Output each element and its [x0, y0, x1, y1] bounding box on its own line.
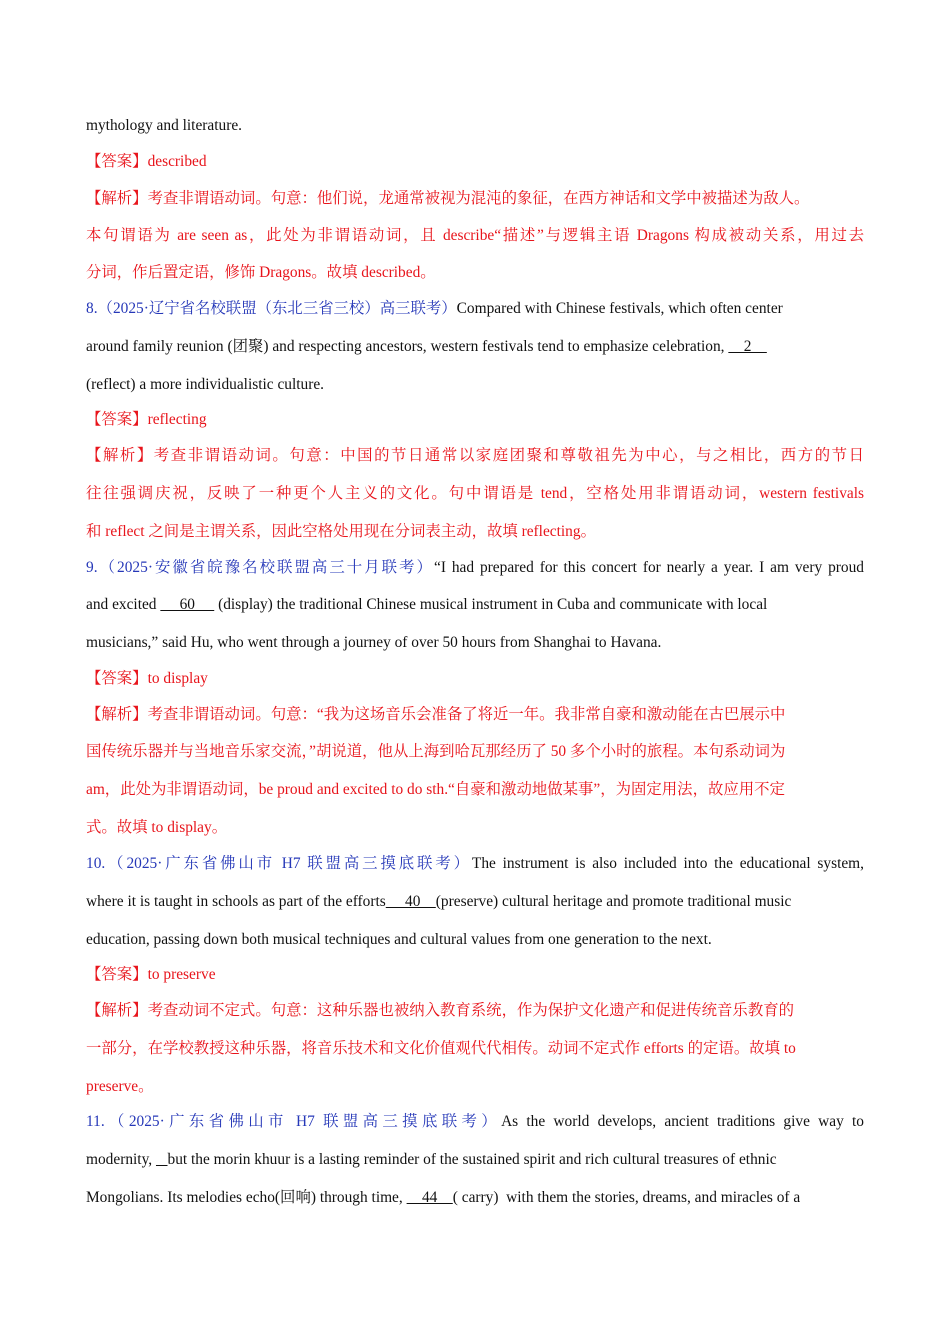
- q8-analysis-line-1: 【解析】考查非谓语动词。句意：中国的节日通常以家庭团聚和尊敬祖先为中心，与之相比，西方的节日: [86, 447, 864, 464]
- q8-question-line-2: around family reunion (团聚) and respecting ancestors, western festivals tend to emphasize celebration, 2: [86, 338, 767, 355]
- answer-label: 【答案】: [86, 153, 148, 170]
- q9-question-line-3: musicians,” said Hu, who went through a journey of over 50 hours from Shanghai to Havana.: [86, 634, 662, 651]
- analysis-label: 【解析】: [86, 447, 154, 464]
- question-number: 9.: [86, 559, 98, 576]
- q7-answer: [86, 143, 864, 181]
- q7-sentence-tail: mythology and literature.: [86, 117, 243, 134]
- q7-analysis-line-2: 本句谓语为 are seen as，此处为非谓语动词，且 describe“描述”与逻辑主语 Dragons 构成被动关系，用过去: [86, 227, 864, 244]
- analysis-label: 【解析】: [86, 1002, 148, 1019]
- answer-label: 【答案】: [86, 966, 148, 983]
- answer-blank: 44: [406, 1189, 453, 1206]
- question-number: 8.: [86, 300, 98, 317]
- answer-blank: 2: [728, 338, 767, 355]
- question-source: （2025·广东省佛山市 H7 联盟高三摸底联考）: [104, 1113, 502, 1130]
- q9-analysis-line-3: am，此处为非谓语动词，be proud and excited to do sth.“自豪和激动地做某事”，为固定用法，故应用不定: [86, 781, 785, 798]
- q9-question-line-2: and excited 60 (display) the traditional Chinese musical instrument in Cuba and communicate with local: [86, 596, 768, 613]
- q7-analysis-line-1: 【解析】考查非谓语动词。句意：他们说，龙通常被视为混沌的象征，在西方神话和文学中被描述为敌人。: [86, 190, 810, 207]
- q11-question-line-1: 11.（2025·广东省佛山市 H7 联盟高三摸底联考）As the world develops, ancient traditions give way to: [86, 1113, 864, 1130]
- question-source: （2025·辽宁省名校联盟（东北三省三校）高三联考）: [97, 300, 457, 317]
- q9-analysis-line-4: 式。故填 to display。: [86, 819, 228, 836]
- q10-answer: [86, 956, 864, 994]
- q10-question-line-2: where it is taught in schools as part of the efforts 40 (preserve) cultural heritage and promote traditional music: [86, 893, 792, 910]
- question-number: 11.: [86, 1113, 105, 1130]
- answer-text: to preserve: [147, 966, 216, 983]
- question-number: 10.: [86, 855, 106, 872]
- analysis-label: 【解析】: [86, 706, 148, 723]
- analysis-label: 【解析】: [86, 190, 148, 207]
- q9-analysis-line-1: 【解析】考查非谓语动词。句意：“我为这场音乐会准备了将近一年。我非常自豪和激动能在古巴展示中: [86, 706, 786, 723]
- q10-analysis-line-1: 【解析】考查动词不定式。句意：这种乐器也被纳入教育系统，作为保护文化遗产和促进传统音乐教育的: [86, 1002, 794, 1019]
- q10-analysis-line-3: preserve。: [86, 1078, 154, 1095]
- q10-question-line-1: 10.（2025·广东省佛山市 H7 联盟高三摸底联考）The instrument is also included into the educational system,: [86, 855, 864, 872]
- answer-blank: 40: [385, 893, 436, 910]
- question-source: （2025·广东省佛山市 H7 联盟高三摸底联考）: [105, 855, 472, 872]
- answer-blank: 60: [160, 596, 215, 613]
- q10-analysis-line-2: 一部分，在学校教授这种乐器，将音乐技术和文化价值观代代相传。动词不定式作 efforts 的定语。故填 to: [86, 1040, 796, 1057]
- q8-question-line-1: 8.（2025·辽宁省名校联盟（东北三省三校）高三联考）Compared with Chinese festivals, which often center: [86, 300, 783, 317]
- q9-answer: [86, 660, 864, 698]
- q10-question-line-3: education, passing down both musical techniques and cultural values from one generation to the next.: [86, 931, 712, 948]
- answer-text: to display: [147, 670, 208, 687]
- q9-question-line-1: 9.（2025·安徽省皖豫名校联盟高三十月联考）“I had prepared for this concert for nearly a year. I am very proud: [86, 559, 864, 576]
- answer-text: reflecting: [147, 411, 207, 428]
- answer-blank: [156, 1151, 168, 1168]
- answer-label: 【答案】: [86, 670, 148, 687]
- answer-label: 【答案】: [86, 411, 148, 428]
- q11-question-line-2: modernity, but the morin khuur is a lasting reminder of the sustained spirit and rich cultural treasures of ethnic: [86, 1151, 777, 1168]
- q8-question-line-3: (reflect) a more individualistic culture.: [86, 376, 325, 393]
- q8-analysis-line-3: 和 reflect 之间是主谓关系，因此空格处用现在分词表主动，故填 reflecting。: [86, 523, 596, 540]
- q8-analysis-line-2: 往往强调庆祝，反映了一种更个人主义的文化。句中谓语是 tend，空格处用非谓语动词，western festivals: [86, 485, 864, 502]
- q7-analysis-line-3: 分词，作后置定语，修饰 Dragons。故填 described。: [86, 264, 436, 281]
- q9-analysis-line-2: 国传统乐器并与当地音乐家交流，”胡说道，他从上海到哈瓦那经历了 50 多个小时的旅程。本句系动词为: [86, 743, 786, 760]
- question-source: （2025·安徽省皖豫名校联盟高三十月联考）: [97, 559, 434, 576]
- answer-text: described: [147, 153, 207, 170]
- q11-question-line-3: Mongolians. Its melodies echo(回响) through time, 44 ( carry) with them the stories, dreams, and miracles of a: [86, 1189, 801, 1206]
- q8-answer: [86, 401, 864, 439]
